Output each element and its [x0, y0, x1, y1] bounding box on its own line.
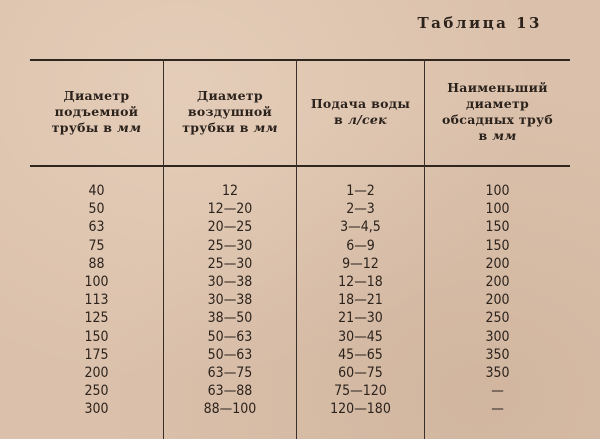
header-unit: л/сек	[347, 112, 387, 127]
cell-air-tube-diameter: 50—63	[207, 346, 253, 363]
cell-casing-diameter: 150	[485, 219, 510, 236]
header-line: трубы в	[51, 120, 113, 135]
column-water-flow	[297, 182, 424, 418]
header-line: Подача воды	[310, 96, 411, 111]
cell-lift-pipe-diameter: 40	[88, 183, 105, 199]
table-caption: Таблица 13	[417, 14, 542, 32]
cell-casing-diameter: 200	[485, 273, 510, 290]
cell-lift-pipe-diameter: 175	[84, 346, 109, 363]
cell-water-flow: 3—4,5	[340, 219, 381, 236]
cell-lift-pipe-diameter: 113	[84, 292, 109, 309]
cell-casing-diameter: 200	[485, 255, 510, 272]
cell-lift-pipe-diameter: 125	[84, 310, 109, 327]
header-line: Диаметр	[63, 88, 130, 103]
cell-casing-diameter: —	[491, 383, 504, 400]
cell-lift-pipe-diameter: 250	[84, 383, 109, 400]
cell-water-flow: 21—30	[338, 310, 383, 327]
cell-lift-pipe-diameter: 88	[88, 255, 105, 272]
cell-lift-pipe-diameter: 150	[84, 328, 109, 345]
cell-lift-pipe-diameter: 200	[84, 364, 109, 381]
header-line: Диаметр	[197, 88, 263, 103]
header-water-flow	[297, 61, 424, 163]
cell-air-tube-diameter: 63—88	[207, 383, 253, 400]
cell-casing-diameter: —	[491, 401, 504, 418]
cell-casing-diameter: 300	[485, 328, 510, 345]
header-line: трубки в	[182, 120, 249, 135]
cell-water-flow: 75—120	[334, 383, 387, 400]
cell-lift-pipe-diameter: 63	[88, 219, 105, 236]
cell-casing-diameter: 100	[485, 201, 510, 218]
header-line: в	[334, 112, 344, 127]
cell-water-flow: 30—45	[338, 328, 383, 345]
cell-air-tube-diameter: 30—38	[207, 273, 253, 290]
cell-water-flow: 18—21	[338, 292, 383, 309]
header-casing-diameter	[425, 61, 570, 163]
cell-casing-diameter: 350	[485, 364, 510, 381]
header-line: диаметр	[465, 96, 530, 111]
header-air-tube-diameter	[164, 61, 296, 163]
cell-casing-diameter: 200	[485, 292, 510, 309]
cell-water-flow: 9—12	[342, 255, 379, 272]
cell-air-tube-diameter: 25—30	[207, 237, 253, 254]
header-unit: мм	[492, 128, 517, 143]
cell-air-tube-diameter: 88—100	[203, 401, 257, 418]
table-header-rule	[30, 165, 570, 167]
cell-air-tube-diameter: 20—25	[207, 219, 253, 236]
header-lift-pipe-diameter	[30, 61, 163, 163]
column-lift-pipe-diameter	[30, 182, 163, 418]
header-unit: мм	[116, 120, 142, 135]
cell-water-flow: 2—3	[346, 201, 375, 218]
column-air-tube-diameter	[164, 182, 296, 418]
header-unit: мм	[253, 120, 278, 135]
header-line: обсадных труб	[442, 112, 553, 127]
cell-water-flow: 1—2	[346, 183, 375, 199]
column-casing-diameter	[425, 182, 570, 418]
cell-water-flow: 120—180	[330, 401, 391, 418]
cell-casing-diameter: 350	[485, 346, 510, 363]
header-line: воздушной	[187, 104, 273, 119]
cell-air-tube-diameter: 12—20	[207, 201, 253, 218]
header-line: в	[478, 128, 488, 143]
cell-air-tube-diameter: 12	[221, 183, 239, 199]
cell-water-flow: 6—9	[346, 237, 375, 254]
cell-lift-pipe-diameter: 75	[88, 237, 105, 254]
cell-water-flow: 60—75	[338, 364, 383, 381]
cell-lift-pipe-diameter: 100	[84, 273, 109, 290]
cell-air-tube-diameter: 25—30	[207, 255, 253, 272]
cell-air-tube-diameter: 38—50	[207, 310, 253, 327]
cell-air-tube-diameter: 30—38	[207, 292, 253, 309]
header-line: Наименьший	[447, 80, 548, 95]
cell-air-tube-diameter: 63—75	[207, 364, 253, 381]
cell-air-tube-diameter: 50—63	[207, 328, 253, 345]
cell-casing-diameter: 100	[485, 183, 510, 199]
cell-water-flow: 45—65	[338, 346, 383, 363]
cell-casing-diameter: 250	[485, 310, 510, 327]
cell-lift-pipe-diameter: 300	[84, 401, 109, 418]
cell-water-flow: 12—18	[338, 273, 383, 290]
header-line: подъемной	[54, 104, 139, 119]
cell-casing-diameter: 150	[485, 237, 510, 254]
cell-lift-pipe-diameter: 50	[88, 201, 105, 218]
